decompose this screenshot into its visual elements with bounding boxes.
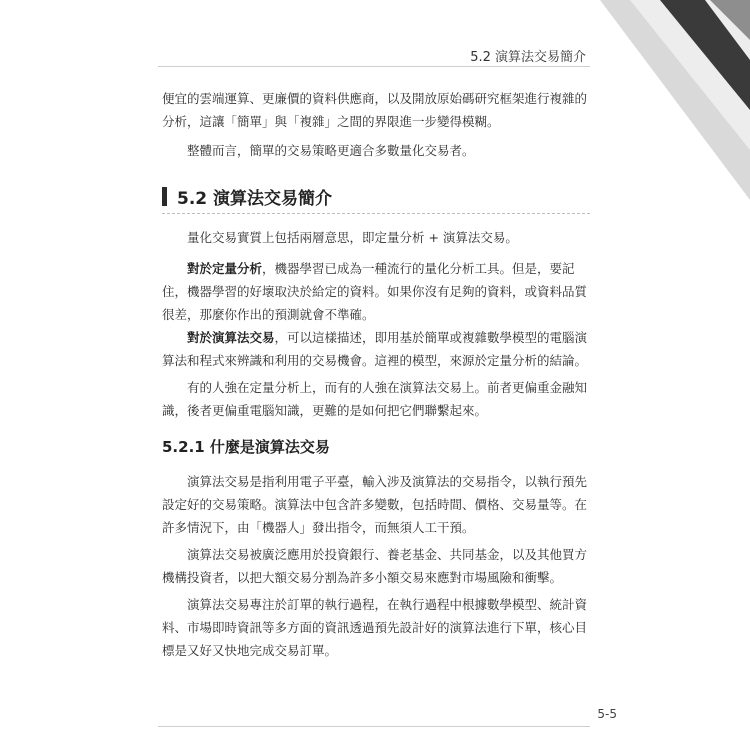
section-paragraph-2: [162, 257, 592, 326]
running-header: 5.2 演算法交易簡介: [470, 50, 586, 65]
intro-paragraph-1: 便宜的雲端運算、更廉價的資料供應商，以及開放原始碼研究框架進行複雜的分析，這讓「簡單」與「複雜」之間的界限進一步變得模糊。: [162, 91, 588, 129]
header-rule: [158, 66, 590, 67]
subsection-paragraph-3: 演算法交易專注於訂單的執行過程，在執行過程中根據數學模型、統計資料、市場即時資訊等多方面的資訊透過預先設計好的演算法進行下單，核心目標是又好又快地完成交易訂單。: [162, 597, 588, 658]
term-quant-analysis: 對於定量分析: [187, 261, 263, 276]
section-title-bar: [162, 187, 167, 206]
section-paragraph-1: 量化交易實質上包括兩層意思，即定量分析 + 演算法交易。: [187, 230, 518, 245]
section-paragraph-3: [162, 326, 592, 372]
page-number: 5-5: [597, 707, 617, 721]
section-title: [162, 184, 332, 209]
section-paragraph-4: 有的人強在定量分析上，而有的人強在演算法交易上。前者更偏重金融知識，後者更偏重電腦知識，更難的是如何把它們聯繫起來。: [162, 380, 588, 418]
section-divider: [162, 213, 590, 214]
subsection-paragraph-1: 演算法交易是指利用電子平臺，輸入涉及演算法的交易指令，以執行預先設定好的交易策略。演算法中包含許多變數，包括時間、價格、交易量等。在許多情況下，由「機器人」發出指令，而無須人工干預。: [162, 474, 588, 535]
term-algo-trading: 對於演算法交易: [187, 330, 275, 345]
corner-decoration: [600, 0, 750, 200]
subsection-title: 5.2.1 什麼是演算法交易: [162, 438, 330, 456]
section-paragraph-3-text: ，可以這樣描述，即用基於簡單或複雜數學模型的電腦演算法和程式來辨識和利用的交易機會。這裡的模型，來源於定量分析的結論。: [162, 330, 588, 368]
subsection-paragraph-2: 演算法交易被廣泛應用於投資銀行、養老基金、共同基金，以及其他買方機構投資者，以把大額交易分割為許多小額交易來應對市場風險和衝擊。: [162, 547, 588, 585]
footer-rule: [158, 726, 590, 727]
section-title-text: 5.2 演算法交易簡介: [177, 189, 333, 209]
intro-paragraph-2: 整體而言，簡單的交易策略更適合多數量化交易者。: [187, 143, 475, 158]
section-paragraph-2-text: ，機器學習已成為一種流行的量化分析工具。但是，要記住，機器學習的好壞取決於給定的資料。如果你沒有足夠的資料，或資料品質很差，那麼你作出的預測就會不準確。: [162, 261, 588, 322]
